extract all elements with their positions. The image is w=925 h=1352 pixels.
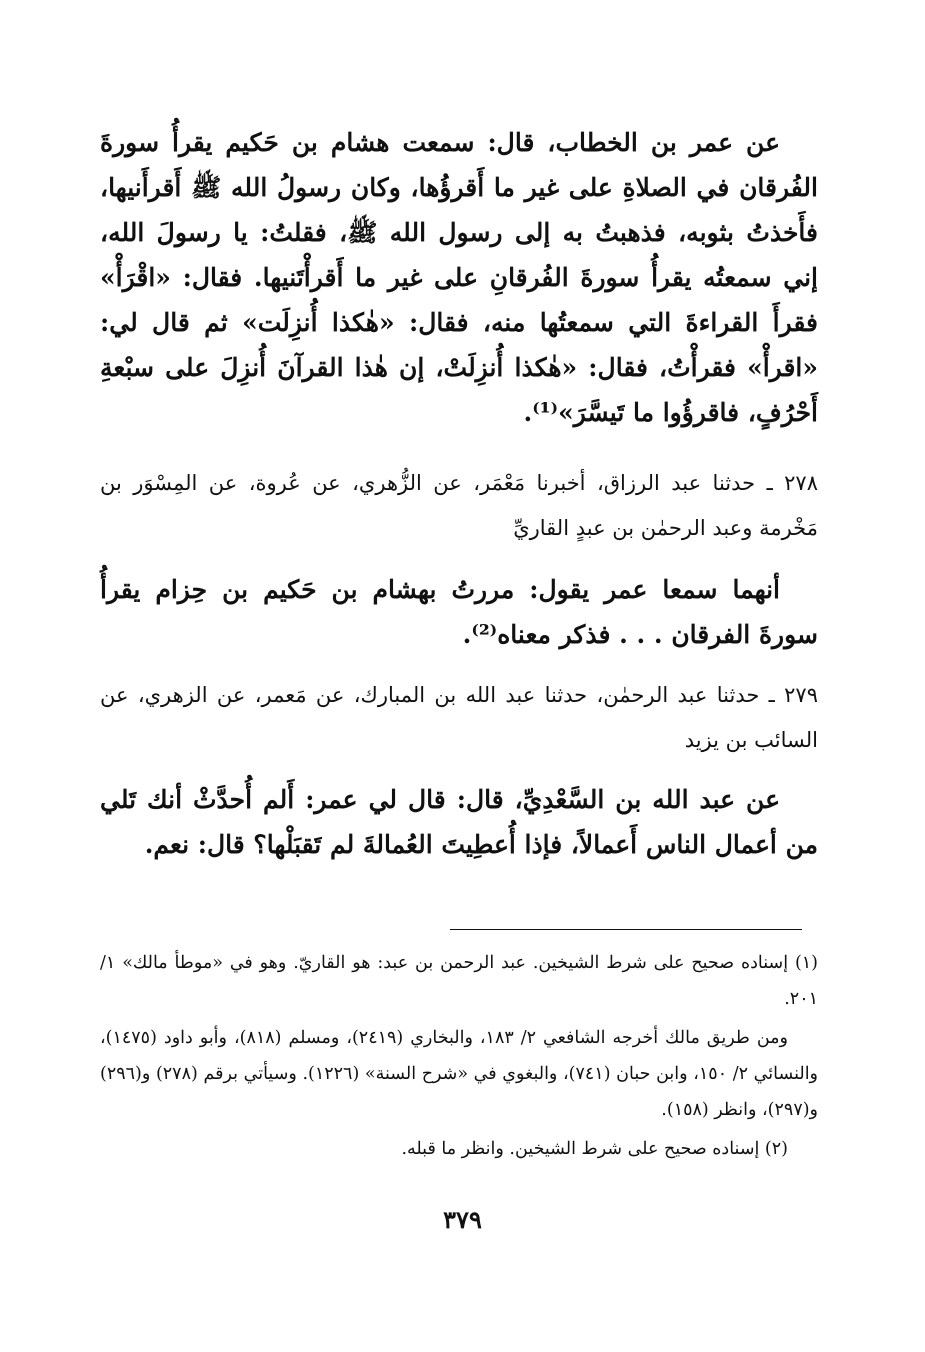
page-number: ٣٧٩ xyxy=(443,1205,482,1234)
footnote-1: (١) إسناده صحيح على شرط الشيخين. عبد الرحمن بن عبد: هو القاريّ. وهو في «موطأ مالك» ١/ ٢٠١. xyxy=(100,953,818,1009)
main-text xyxy=(100,120,818,867)
footnote-1-continuation: ومن طريق مالك أخرجه الشافعي ٢/ ١٨٣، والبخاري (٢٤١٩)، ومسلم (٨١٨)، وأبو داود (١٤٧٥)، والنسائي ٢/ ١٥٠، وابن حبان (٧٤١)، والبغوي في «شرح السنة» (١٢٢٦). وسيأتي برقم (٢٧٨) و(٢٩٦) و(٢٩٧)، وانظر (١٥٨). xyxy=(100,1028,819,1120)
footnotes xyxy=(100,945,818,1170)
footnote-divider xyxy=(450,929,802,930)
hadith-279-text: عن عبد الله بن السَّعْدِيِّ، قال: قال لي عمر: أَلم أُحدَّثْ أنك تَلي من أعمال الناس أَعمالاً، فإذا أُعطِيتَ العُمالةَ لم تَقبَلْها؟ قال: نعم. xyxy=(100,785,818,859)
hadith-279-isnad: ٢٧٩ ـ حدثنا عبد الرحمٰن، حدثنا عبد الله بن المبارك، عن مَعمر، عن الزهري، عن السائب بن يزيد xyxy=(100,683,818,752)
hadith-277-text: عن عمر بن الخطاب، قال: سمعت هشام بن حَكيم يقرأُ سورةَ الفُرقان في الصلاةِ على غير ما أَقرؤُها، وكان رسولُ الله ﷺ أَقرأَنيها، فأَخذتُ بثوبه، فذهبتُ به إلى رسول الله ﷺ، فقلتُ: يا رسولَ الله، إني سمعتُه يقرأُ سورةَ الفُرقانِ على غير ما أَقرأْتَنيها. فقال: «اقْرَأْ» فقرأَ القراءةَ التي سمعتُها منه، فقال: «هٰكذا أُنزِلَت» ثم قال لي: «اقرأْ» فقرأْتُ، فقال: «هٰكذا أُنزِلَتْ، إن هٰذا القرآنَ أُنزِلَ على سبْعةِ أَحْرُفٍ، فاقرؤُوا ما تَيسَّرَ»⁽¹⁾. xyxy=(100,128,818,427)
footnote-2: (٢) إسناده صحيح على شرط الشيخين. وانظر ما قبله. xyxy=(401,1139,788,1159)
hadith-278-text: أنهما سمعا عمر يقول: مررتُ بهشام بن حَكيم بن حِزام يقرأُ سورةَ الفرقان . . . فذكر معناه⁽²⁾. xyxy=(100,575,818,649)
hadith-278-isnad: ٢٧٨ ـ حدثنا عبد الرزاق، أخبرنا مَعْمَر، عن الزُّهري، عن عُروة، عن المِسْوَر بن مَخْرمة وعبد الرحمٰن بن عبدٍ القاريِّ xyxy=(100,471,818,540)
